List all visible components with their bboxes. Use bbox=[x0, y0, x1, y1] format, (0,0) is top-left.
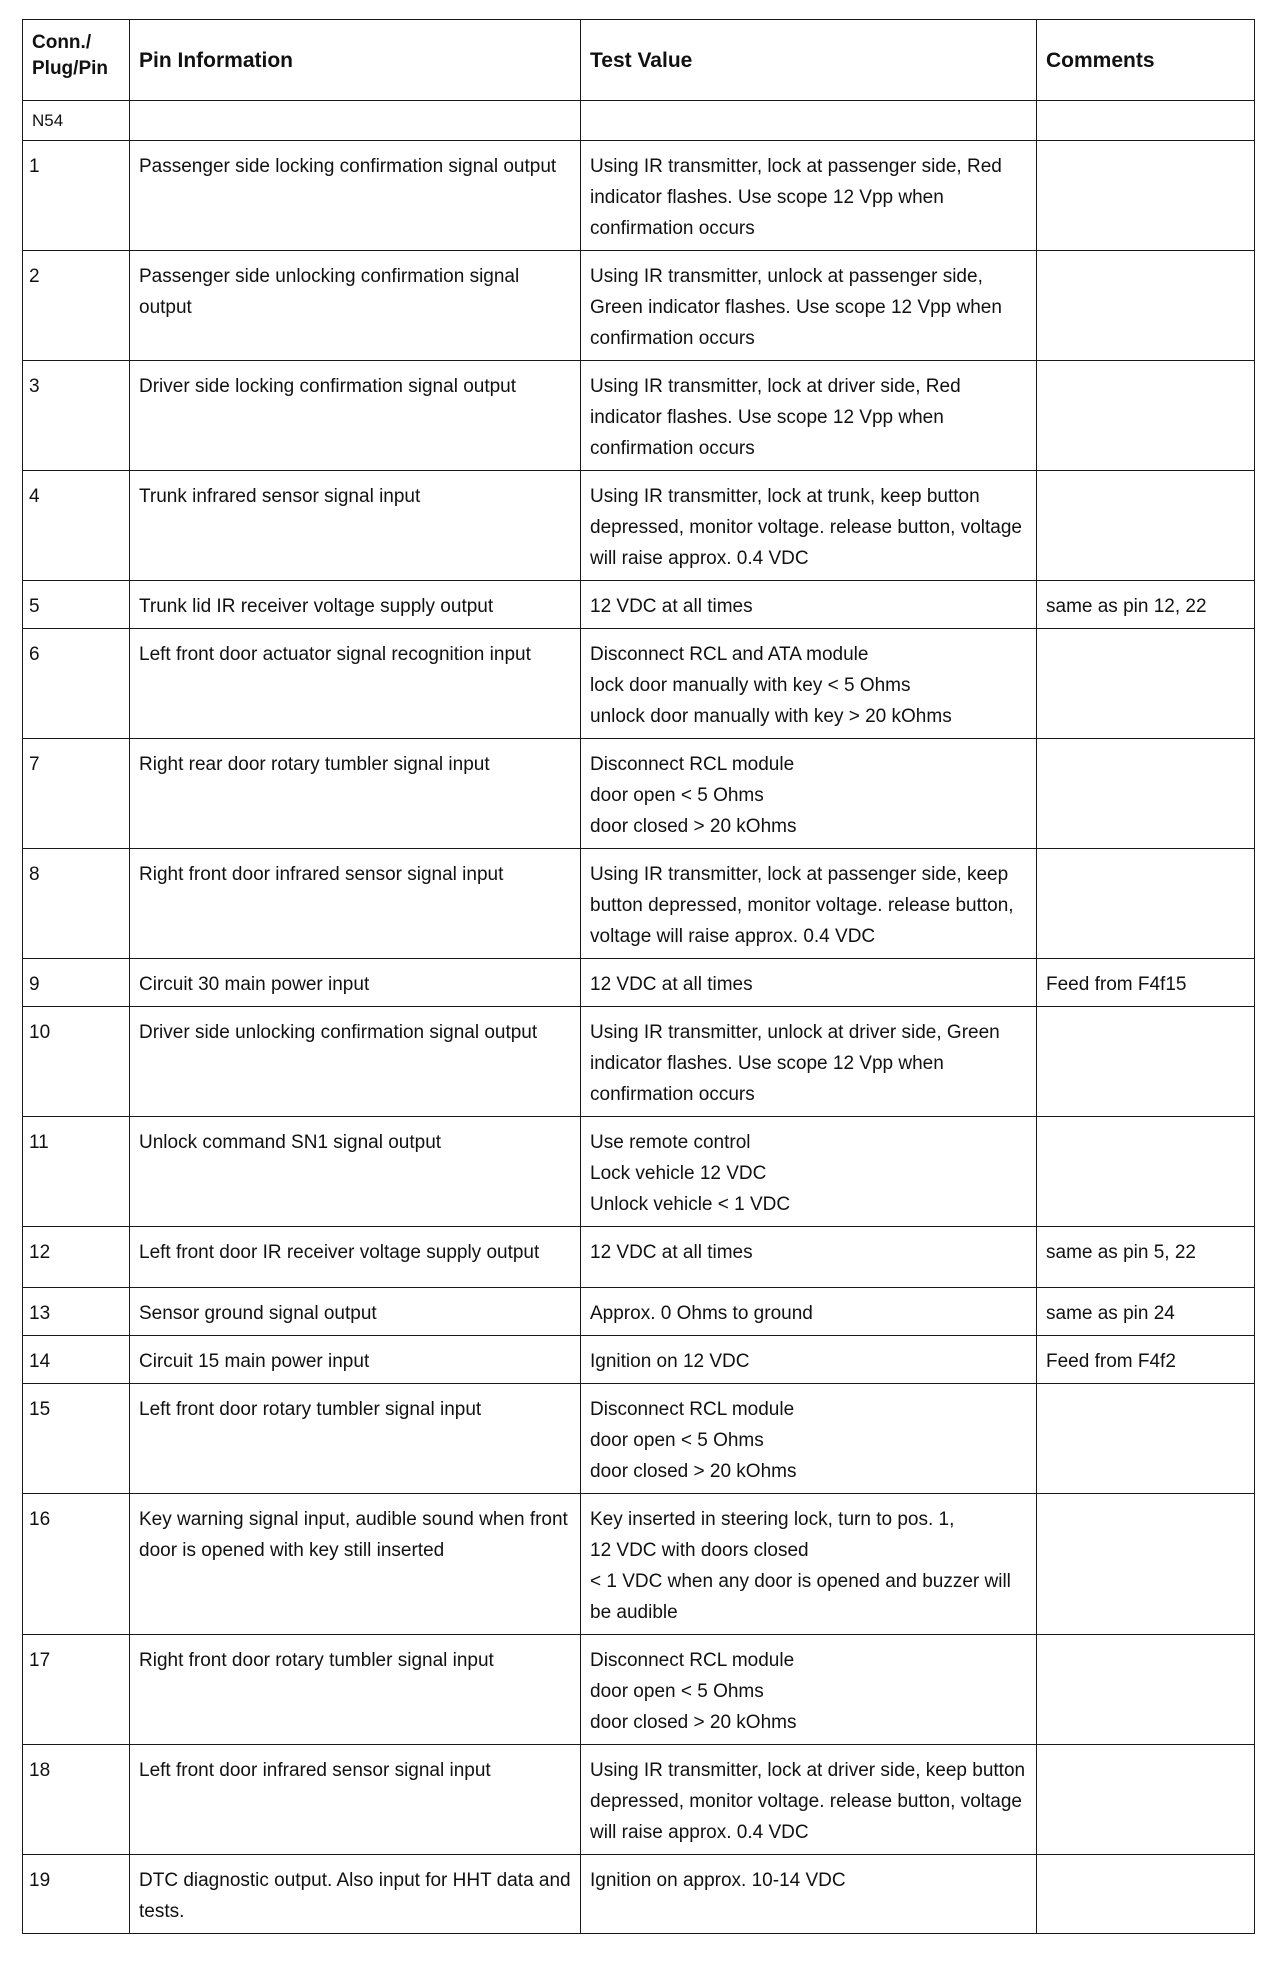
section-label: N54 bbox=[23, 101, 130, 141]
test-value: Using IR transmitter, lock at driver side, keep button depressed, monitor voltage. release button, voltage will raise approx. 0.4 VDC bbox=[581, 1745, 1037, 1855]
table-row bbox=[23, 471, 1255, 581]
table-row bbox=[23, 1227, 1255, 1288]
pin-number: 16 bbox=[23, 1494, 130, 1635]
test-value: Using IR transmitter, lock at trunk, keep button depressed, monitor voltage. release button, voltage will raise approx. 0.4 VDC bbox=[581, 471, 1037, 581]
pin-information: Left front door IR receiver voltage supply output bbox=[130, 1227, 581, 1288]
pin-information: Passenger side unlocking confirmation signal output bbox=[130, 251, 581, 361]
table-row bbox=[23, 581, 1255, 629]
pin-information: Trunk infrared sensor signal input bbox=[130, 471, 581, 581]
pin-number: 1 bbox=[23, 141, 130, 251]
pin-information: Circuit 15 main power input bbox=[130, 1336, 581, 1384]
header-row bbox=[23, 20, 1255, 101]
pin-information: Sensor ground signal output bbox=[130, 1288, 581, 1336]
comment: same as pin 5, 22 bbox=[1037, 1227, 1255, 1288]
test-value: 12 VDC at all times bbox=[581, 1227, 1037, 1288]
test-value: Using IR transmitter, unlock at passenger side, Green indicator flashes. Use scope 12 Vpp when confirmation occurs bbox=[581, 251, 1037, 361]
pin-number: 3 bbox=[23, 361, 130, 471]
table-row bbox=[23, 1117, 1255, 1227]
comment bbox=[1037, 849, 1255, 959]
test-value: Using IR transmitter, lock at driver side, Red indicator flashes. Use scope 12 Vpp when confirmation occurs bbox=[581, 361, 1037, 471]
table-row bbox=[23, 959, 1255, 1007]
pin-information: Driver side locking confirmation signal output bbox=[130, 361, 581, 471]
pin-number: 17 bbox=[23, 1635, 130, 1745]
header-conn: Conn./ Plug/Pin bbox=[23, 20, 130, 101]
table-row bbox=[23, 1635, 1255, 1745]
comment bbox=[1037, 1117, 1255, 1227]
comment: same as pin 12, 22 bbox=[1037, 581, 1255, 629]
test-value: Using IR transmitter, lock at passenger side, keep button depressed, monitor voltage. release button, voltage will raise approx. 0.4 VDC bbox=[581, 849, 1037, 959]
test-value: 12 VDC at all times bbox=[581, 581, 1037, 629]
pin-number: 14 bbox=[23, 1336, 130, 1384]
table-row bbox=[23, 1745, 1255, 1855]
pin-table-page bbox=[22, 19, 1254, 1934]
comment bbox=[1037, 1635, 1255, 1745]
test-value: Use remote control Lock vehicle 12 VDC Unlock vehicle < 1 VDC bbox=[581, 1117, 1037, 1227]
table-row bbox=[23, 1855, 1255, 1934]
pin-number: 10 bbox=[23, 1007, 130, 1117]
comment bbox=[1037, 1855, 1255, 1934]
pin-number: 2 bbox=[23, 251, 130, 361]
header-test-value: Test Value bbox=[581, 20, 1037, 101]
pin-number: 5 bbox=[23, 581, 130, 629]
pin-number: 4 bbox=[23, 471, 130, 581]
comment bbox=[1037, 739, 1255, 849]
pin-information: Driver side unlocking confirmation signal output bbox=[130, 1007, 581, 1117]
pin-number: 11 bbox=[23, 1117, 130, 1227]
pin-information: Left front door actuator signal recognition input bbox=[130, 629, 581, 739]
comment bbox=[1037, 361, 1255, 471]
header-pin-information: Pin Information bbox=[130, 20, 581, 101]
table-row bbox=[23, 629, 1255, 739]
table-row bbox=[23, 361, 1255, 471]
pin-information: Passenger side locking confirmation signal output bbox=[130, 141, 581, 251]
pin-number: 15 bbox=[23, 1384, 130, 1494]
test-value: Approx. 0 Ohms to ground bbox=[581, 1288, 1037, 1336]
comment bbox=[1037, 141, 1255, 251]
pin-number: 13 bbox=[23, 1288, 130, 1336]
pin-information: DTC diagnostic output. Also input for HHT data and tests. bbox=[130, 1855, 581, 1934]
pin-number: 18 bbox=[23, 1745, 130, 1855]
table-row bbox=[23, 1007, 1255, 1117]
pin-information: Right rear door rotary tumbler signal input bbox=[130, 739, 581, 849]
comment bbox=[1037, 471, 1255, 581]
test-value: Ignition on 12 VDC bbox=[581, 1336, 1037, 1384]
table-row bbox=[23, 251, 1255, 361]
pin-number: 9 bbox=[23, 959, 130, 1007]
table-row bbox=[23, 1494, 1255, 1635]
pin-information: Right front door rotary tumbler signal input bbox=[130, 1635, 581, 1745]
comment bbox=[1037, 1007, 1255, 1117]
test-value: Using IR transmitter, unlock at driver side, Green indicator flashes. Use scope 12 Vpp when confirmation occurs bbox=[581, 1007, 1037, 1117]
pin-information: Left front door infrared sensor signal input bbox=[130, 1745, 581, 1855]
comment bbox=[1037, 1494, 1255, 1635]
pin-information: Right front door infrared sensor signal input bbox=[130, 849, 581, 959]
comment bbox=[1037, 629, 1255, 739]
comment bbox=[1037, 1384, 1255, 1494]
pin-table bbox=[22, 19, 1255, 1934]
pin-information: Trunk lid IR receiver voltage supply output bbox=[130, 581, 581, 629]
comment bbox=[1037, 1745, 1255, 1855]
table-row bbox=[23, 141, 1255, 251]
table-row bbox=[23, 739, 1255, 849]
pin-number: 12 bbox=[23, 1227, 130, 1288]
pin-information: Left front door rotary tumbler signal input bbox=[130, 1384, 581, 1494]
comment: same as pin 24 bbox=[1037, 1288, 1255, 1336]
section-row bbox=[23, 101, 1255, 141]
test-value: Key inserted in steering lock, turn to pos. 1, 12 VDC with doors closed < 1 VDC when any door is opened and buzzer will be audible bbox=[581, 1494, 1037, 1635]
header-comments: Comments bbox=[1037, 20, 1255, 101]
pin-number: 8 bbox=[23, 849, 130, 959]
table-row bbox=[23, 849, 1255, 959]
pin-information: Key warning signal input, audible sound when front door is opened with key still inserted bbox=[130, 1494, 581, 1635]
comment: Feed from F4f2 bbox=[1037, 1336, 1255, 1384]
pin-information: Unlock command SN1 signal output bbox=[130, 1117, 581, 1227]
test-value: Using IR transmitter, lock at passenger side, Red indicator flashes. Use scope 12 Vpp when confirmation occurs bbox=[581, 141, 1037, 251]
table-row bbox=[23, 1336, 1255, 1384]
test-value: 12 VDC at all times bbox=[581, 959, 1037, 1007]
comment: Feed from F4f15 bbox=[1037, 959, 1255, 1007]
test-value: Disconnect RCL module door open < 5 Ohms door closed > 20 kOhms bbox=[581, 1635, 1037, 1745]
test-value: Ignition on approx. 10-14 VDC bbox=[581, 1855, 1037, 1934]
pin-information: Circuit 30 main power input bbox=[130, 959, 581, 1007]
test-value: Disconnect RCL module door open < 5 Ohms door closed > 20 kOhms bbox=[581, 739, 1037, 849]
pin-number: 19 bbox=[23, 1855, 130, 1934]
table-row bbox=[23, 1288, 1255, 1336]
test-value: Disconnect RCL module door open < 5 Ohms door closed > 20 kOhms bbox=[581, 1384, 1037, 1494]
comment bbox=[1037, 251, 1255, 361]
test-value: Disconnect RCL and ATA module lock door manually with key < 5 Ohms unlock door manually with key > 20 kOhms bbox=[581, 629, 1037, 739]
pin-number: 6 bbox=[23, 629, 130, 739]
pin-number: 7 bbox=[23, 739, 130, 849]
table-row bbox=[23, 1384, 1255, 1494]
